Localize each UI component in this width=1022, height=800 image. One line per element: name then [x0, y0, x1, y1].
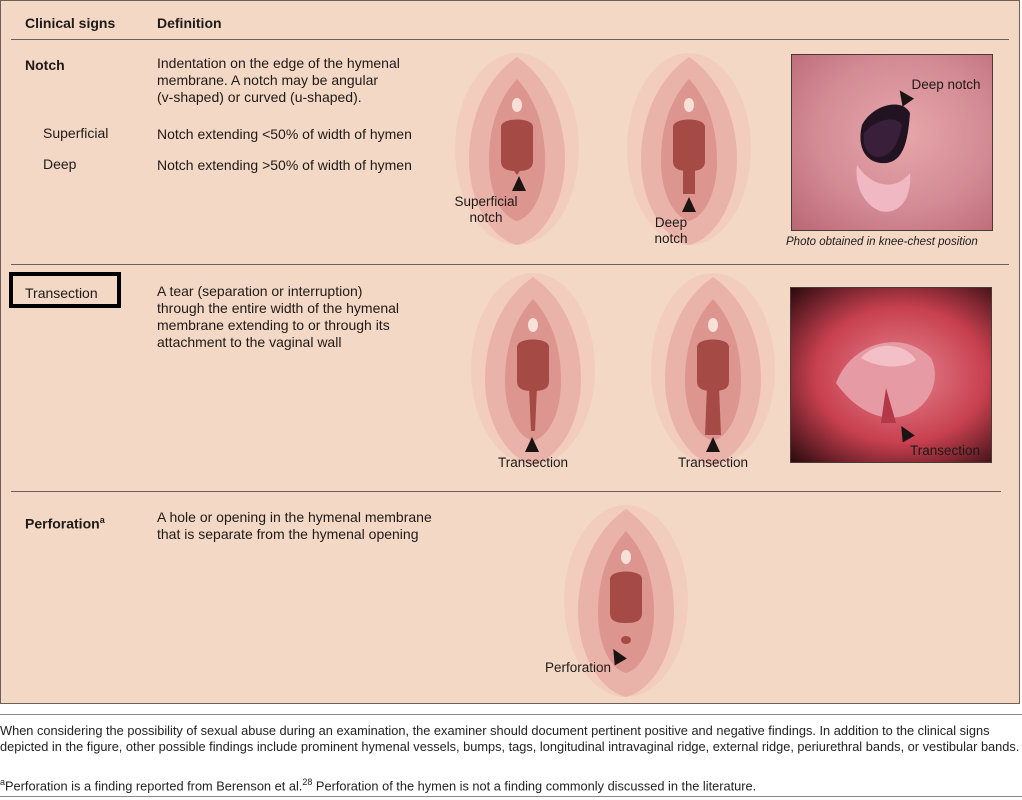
transection-photo-label: Transection [909, 443, 981, 458]
transection-highlight-box [9, 272, 121, 308]
superficial-notch-label-2: notch [469, 210, 503, 225]
transection-diagram-2-label: Transection [677, 455, 749, 470]
perforation-title [25, 512, 105, 533]
transection-divider [11, 491, 1001, 492]
transection-definition-line-3: membrane extending to or through its [157, 317, 390, 333]
superficial-definition: Notch extending <50% of width of hymen [157, 126, 412, 142]
footnote-sup: a [0, 777, 6, 787]
perforation-diagram-label: Perforation [544, 660, 612, 675]
arrowhead-icon [682, 197, 696, 212]
perforation-definition-line-1: A hole or opening in the hymenal membrane [157, 509, 432, 525]
footnote-bottom-rule [0, 796, 1022, 797]
arrowhead-icon [706, 437, 720, 452]
arrowhead-icon [525, 437, 539, 452]
footnote-main: When considering the possibility of sexual abuse during an examination, the examiner should document pertinent positive and negative findings. In addition to the clinical signs depicted in the figure, other possible findings include prominent hymenal vessels, bumps, tags, longitudinal intravaginal ridge, external ridge, periurethral bands, or vestibular bands. [0, 723, 1020, 754]
transection-definition-line-1: A tear (separation or interruption) [157, 283, 363, 299]
footnote-text-2: Perforation of the hymen is not a finding commonly discussed in the literature. [312, 778, 757, 794]
deep-label: Deep [43, 156, 77, 172]
footnote-ref: 28 [302, 777, 313, 787]
deep-notch-label-1: Deep [654, 215, 688, 230]
transection-diagram-1-label: Transection [497, 455, 569, 470]
superficial-label: Superficial [43, 125, 109, 141]
notch-definition-line-1: Indentation on the edge of the hymenal [157, 55, 400, 71]
perforation-definition-line-2: that is separate from the hymenal opening [157, 526, 419, 542]
transection-definition-line-2: through the entire width of the hymenal [157, 300, 400, 316]
footnote-top-rule [0, 714, 1022, 715]
deep-notch-photo-label: Deep notch [911, 77, 981, 92]
superficial-notch-label-1: Superficial [454, 194, 518, 209]
transection-photo [790, 287, 992, 463]
notch-title: Notch [25, 57, 65, 73]
header-divider [11, 39, 1009, 40]
notch-definition-line-3: (v-shaped) or curved (u-shaped). [157, 89, 362, 105]
transection-definition-line-4: attachment to the vaginal wall [157, 334, 342, 350]
deep-definition: Notch extending >50% of width of hymen [157, 157, 412, 173]
arrowhead-icon [512, 176, 526, 191]
header-clinical-signs: Clinical signs [25, 15, 116, 31]
header-definition: Definition [157, 15, 222, 31]
footnote-text-1: Perforation is a finding reported from Berenson et al. [5, 778, 303, 794]
perforation-title-text: Perforation [25, 515, 100, 532]
perforation-title-sup: a [99, 515, 105, 525]
notch-definition-line-2: membrane. A notch may be angular [157, 72, 379, 88]
deep-notch-label-2: notch [654, 231, 688, 246]
notch-divider [11, 264, 1009, 265]
photo-caption: Photo obtained in knee-chest position [786, 236, 978, 248]
footnote-perforation [0, 774, 1022, 794]
transection-title: Transection [25, 285, 98, 301]
